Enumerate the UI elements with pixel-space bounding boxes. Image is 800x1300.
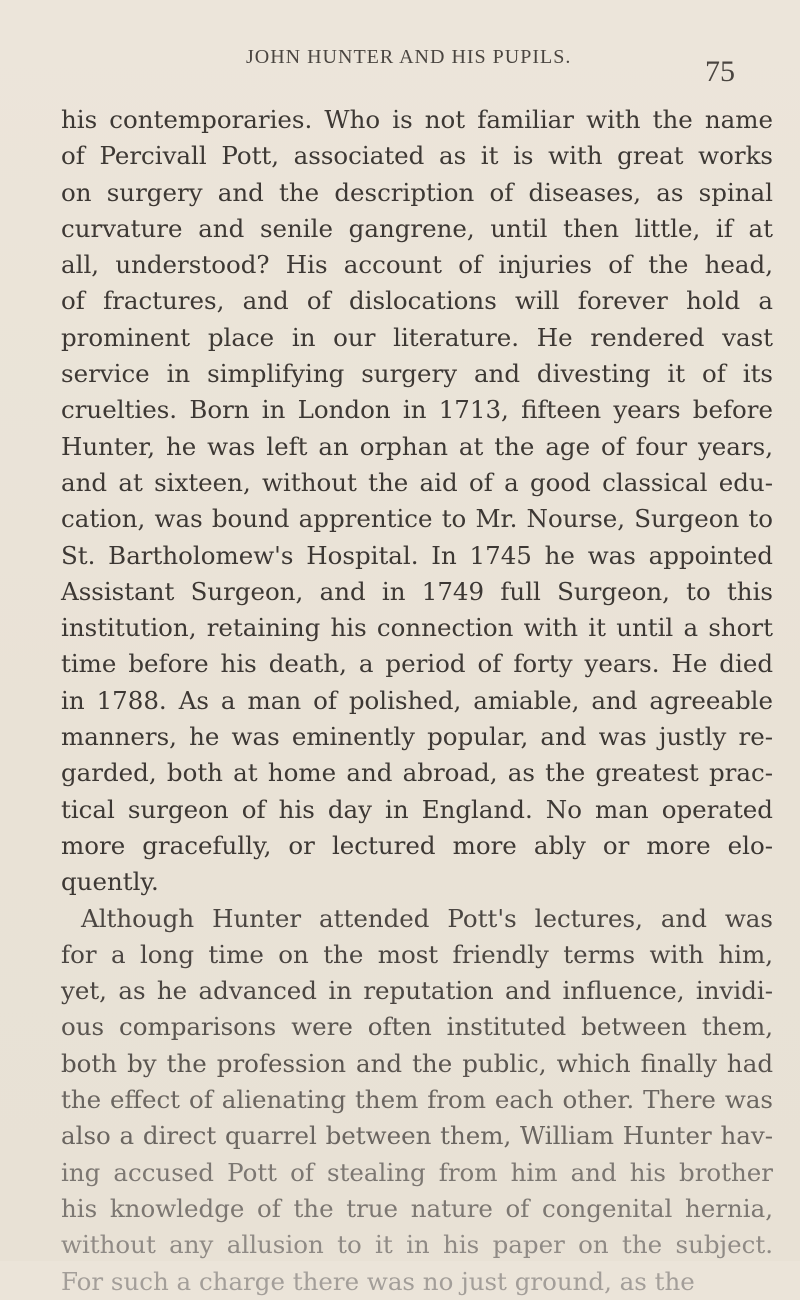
text-line: time before his death, a period of forty years. He died: [61, 649, 773, 679]
text-line: Although Hunter attended Pott's lectures, and was: [81, 903, 773, 933]
text-line: ing accused Pott of stealing from him and his brother: [61, 1157, 773, 1187]
text-line: cruelties. Born in London in 1713, fifteen years before: [61, 395, 773, 425]
text-line: of fractures, and of dislocations will forever hold a: [61, 286, 773, 316]
text-line: Assistant Surgeon, and in 1749 full Surgeon, to this: [61, 576, 773, 606]
text-line: for a long time on the most friendly terms with him,: [61, 939, 773, 969]
text-line: manners, he was eminently popular, and was justly re-: [61, 722, 773, 752]
text-line: on surgery and the description of diseases, as spinal: [61, 177, 773, 207]
text-line: service in simplifying surgery and divesting it of its: [61, 359, 773, 389]
text-line: tical surgeon of his day in England. No man operated: [61, 794, 773, 824]
text-line: without any allusion to it in his paper on the subject.: [61, 1230, 773, 1260]
text-line: his contemporaries. Who is not familiar with the name: [61, 105, 773, 134]
text-line: in 1788. As a man of polished, amiable, and agreeable: [61, 685, 773, 715]
text-line: both by the profession and the public, which finally had: [61, 1048, 773, 1078]
text-line: the effect of alienating them from each other. There was: [61, 1085, 773, 1115]
text-line: more gracefully, or lectured more ably or more elo-: [61, 830, 773, 860]
text-line: of Percivall Pott, associated as it is with great works: [61, 141, 773, 171]
text-line: garded, both at home and abroad, as the greatest prac-: [61, 758, 773, 788]
text-line: also a direct quarrel between them, William Hunter hav-: [61, 1121, 773, 1151]
text-line: St. Bartholomew's Hospital. In 1745 he was appointed: [61, 540, 773, 570]
text-line: ous comparisons were often instituted between them,: [61, 1012, 773, 1042]
running-head: JOHN HUNTER AND HIS PUPILS.: [246, 46, 572, 68]
text-line: all, understood? His account of injuries of the head,: [61, 250, 773, 280]
text-line: his knowledge of the true nature of congenital hernia,: [61, 1193, 773, 1223]
text-line: prominent place in our literature. He rendered vast: [61, 322, 773, 352]
text-line: yet, as he advanced in reputation and influence, invidi-: [61, 976, 773, 1006]
text-line: curvature and senile gangrene, until then little, if at: [61, 213, 773, 243]
text-line: quently.: [61, 867, 159, 897]
text-line: cation, was bound apprentice to Mr. Nourse, Surgeon to: [61, 504, 773, 534]
text-line: and at sixteen, without the aid of a good classical edu-: [61, 467, 773, 497]
page-number: 75: [705, 55, 735, 88]
text-line: For such a charge there was no just ground, as the: [61, 1266, 695, 1296]
text-line: institution, retaining his connection with it until a short: [61, 613, 773, 643]
body-text: [61, 102, 773, 1300]
text-line: Hunter, he was left an orphan at the age of four years,: [61, 431, 773, 461]
